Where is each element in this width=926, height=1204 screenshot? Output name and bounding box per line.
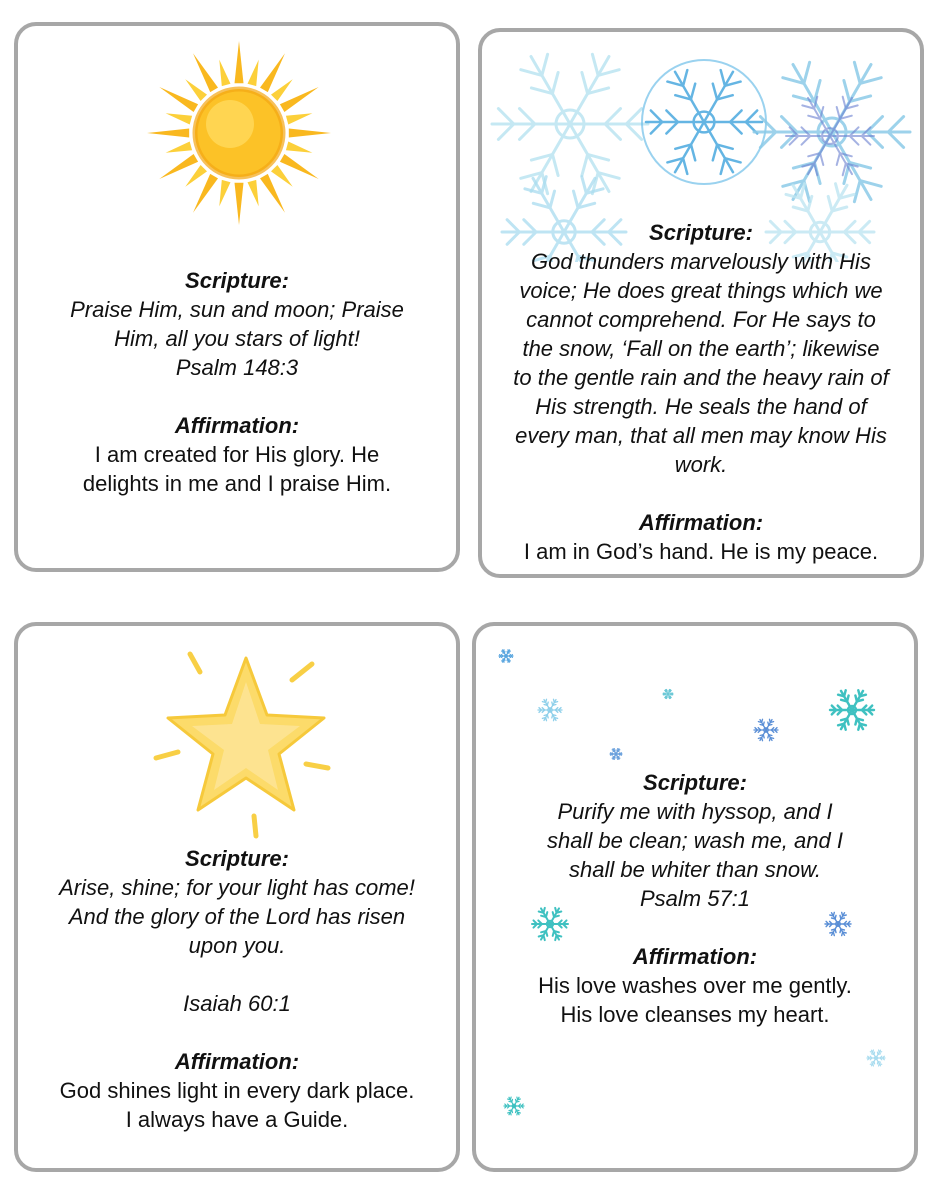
- scripture-line: to the gentle rain and the heavy rain of: [513, 365, 889, 390]
- scripture-reference: Isaiah 60:1: [183, 991, 291, 1016]
- scripture-line: And the glory of the Lord has risen: [68, 904, 406, 929]
- scripture-line: His strength. He seals the hand of: [535, 394, 867, 419]
- sun-icon: [144, 38, 334, 228]
- scripture-reference: Psalm 148:3: [175, 355, 299, 380]
- scripture-line: God thunders marvelously with His: [531, 249, 871, 274]
- scripture-line: every man, that all men may know His: [515, 423, 887, 448]
- affirmation-line: I am in God’s hand. He is my peace.: [523, 539, 879, 564]
- scripture-line: cannot comprehend. For He says to: [526, 307, 876, 332]
- scripture-line: shall be clean; wash me, and I: [547, 828, 843, 853]
- scripture-line: shall be whiter than snow.: [569, 857, 821, 882]
- affirmation-line: His love washes over me gently.: [538, 973, 852, 998]
- scripture-line: work.: [674, 452, 728, 477]
- scripture-label: Scripture:: [185, 268, 289, 293]
- card-sun: [14, 22, 460, 572]
- scripture-label: Scripture:: [649, 220, 753, 245]
- scripture-line: Purify me with hyssop, and I: [557, 799, 833, 824]
- scripture-line: voice; He does great things which we: [519, 278, 883, 303]
- card-snowflakes-small: [472, 622, 918, 1172]
- affirmation-line: I always have a Guide.: [125, 1107, 349, 1132]
- card-star: [14, 622, 460, 1172]
- affirmation-line: His love cleanses my heart.: [560, 1002, 830, 1027]
- affirmation-line: delights in me and I praise Him.: [82, 471, 392, 496]
- scripture-label: Scripture:: [185, 846, 289, 871]
- scripture-line: the snow, ‘Fall on the earth’; likewise: [522, 336, 880, 361]
- affirmation-label: Affirmation:: [638, 510, 764, 535]
- affirmation-label: Affirmation:: [174, 1049, 300, 1074]
- affirmation-label: Affirmation:: [632, 944, 758, 969]
- affirmation-line: I am created for His glory. He: [94, 442, 380, 467]
- affirmation-line: God shines light in every dark place.: [59, 1078, 415, 1103]
- star-icon: [142, 640, 342, 840]
- scripture-line: upon you.: [188, 933, 286, 958]
- affirmation-label: Affirmation:: [174, 413, 300, 438]
- scripture-label: Scripture:: [643, 770, 747, 795]
- scripture-reference: Psalm 57:1: [639, 886, 751, 911]
- scripture-line: Arise, shine; for your light has come!: [59, 875, 415, 900]
- card-snowflakes-large: [478, 28, 924, 578]
- scripture-line: Him, all you stars of light!: [114, 326, 360, 351]
- scripture-line: Praise Him, sun and moon; Praise: [70, 297, 404, 322]
